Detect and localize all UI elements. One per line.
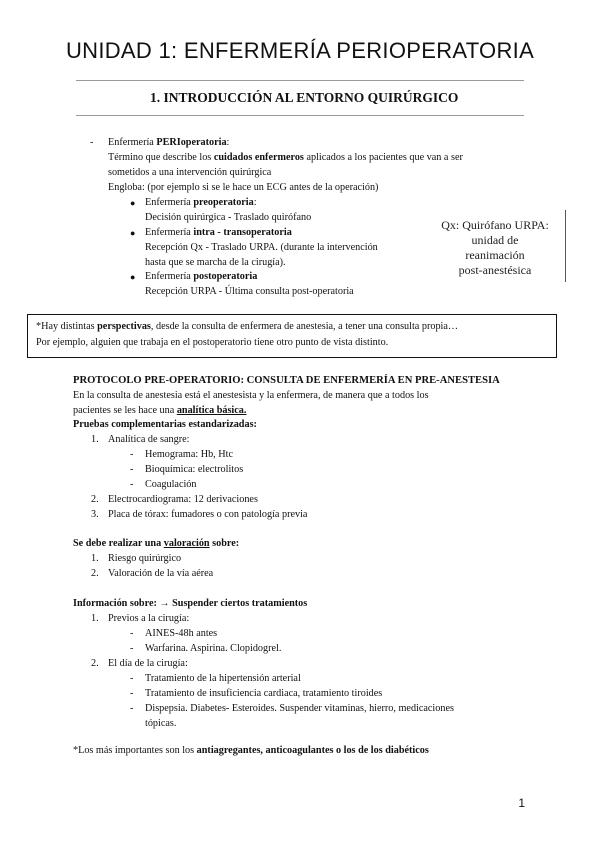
dash-marker: - — [130, 449, 134, 460]
dash-marker: - — [130, 688, 134, 699]
phase-pre-detail: Decisión quirúrgica - Traslado quirófano — [145, 212, 312, 223]
qx-note-line: reanimación — [465, 248, 525, 262]
qx-note-line: Qx: Quirófano URPA: — [441, 218, 549, 232]
info-number: 1. — [91, 613, 99, 624]
page-number: 1 — [518, 796, 525, 810]
info-label: El día de la cirugía: — [108, 658, 188, 669]
protocol-intro-1: En la consulta de anestesia está el anestesista y la enfermera, de manera que a todos los — [73, 390, 429, 401]
note-line-1: *Hay distintas perspectivas, desde la consulta de enfermera de anestesia, a tener una consulta propia… — [36, 321, 459, 332]
section-heading: 1. INTRODUCCIÓN AL ENTORNO QUIRÚRGICO — [150, 90, 459, 105]
phase-intra: Enfermería intra - transoperatoria — [145, 227, 292, 238]
test-number: 2. — [91, 494, 99, 505]
phase-intra-detail-2: hasta que se marcha de la cirugía). — [145, 257, 286, 268]
info-label: Previos a la cirugía: — [108, 613, 190, 624]
qx-note-line: post-anestésica — [458, 263, 532, 277]
dia-item-continued: tópicas. — [145, 718, 177, 729]
protocol-heading: PROTOCOLO PRE-OPERATORIO: CONSULTA DE ENFERMERÍA EN PRE-ANESTESIA — [73, 375, 500, 386]
blood-test-item: Hemograma: Hb, Htc — [145, 449, 233, 460]
assessment-label: Riesgo quirúrgico — [108, 553, 182, 564]
blood-test-item: Bioquímica: electrolitos — [145, 464, 244, 475]
dash-marker: - — [90, 137, 94, 148]
phase-post-detail: Recepción URPA - Última consulta post-operatoria — [145, 286, 354, 297]
dash-marker: - — [130, 673, 134, 684]
protocol-intro-2: pacientes se les hace una analítica básica. — [73, 405, 247, 416]
dash-marker: - — [130, 628, 134, 639]
info-number: 2. — [91, 658, 99, 669]
assessment-label: Valoración de la vía aérea — [108, 568, 214, 579]
footnote: *Los más importantes son los antiagregantes, anticoagulantes o los de los diabéticos — [73, 745, 429, 756]
dia-item: Tratamiento de la hipertensión arterial — [145, 673, 301, 684]
divider-top — [76, 80, 524, 81]
document-title: UNIDAD 1: ENFERMERÍA PERIOPERATORIA — [65, 38, 535, 63]
perioperatoria-item: Enfermería PERIoperatoria: — [108, 137, 230, 148]
assessment-heading: Se debe realizar una valoración sobre: — [73, 538, 240, 549]
dia-item: Dispepsia. Diabetes- Esteroides. Suspender vitaminas, hierro, medicaciones — [145, 703, 454, 714]
qx-side-note — [425, 210, 566, 282]
test-number: 1. — [91, 434, 99, 445]
dash-marker: - — [130, 703, 134, 714]
divider-bottom — [76, 115, 524, 116]
phase-pre: Enfermería preoperatoria: — [145, 197, 257, 208]
assessment-number: 1. — [91, 553, 99, 564]
engloba-line: Engloba: (por ejemplo si se le hace un ECG antes de la operación) — [108, 182, 379, 193]
definition-line-2: sometidos a una intervención quirúrgica — [108, 167, 272, 178]
dash-marker: - — [130, 464, 134, 475]
dash-marker: - — [130, 479, 134, 490]
tests-heading: Pruebas complementarias estandarizadas: — [73, 419, 257, 430]
previos-item: AINES-48h antes — [145, 628, 218, 639]
test-number: 3. — [91, 509, 99, 520]
information-heading: Información sobre: → Suspender ciertos tratamientos — [73, 598, 308, 609]
test-label: Electrocardiograma: 12 derivaciones — [108, 494, 258, 505]
bullet-icon: ● — [130, 198, 136, 208]
bullet-icon: ● — [130, 272, 136, 282]
test-label: Placa de tórax: fumadores o con patología previa — [108, 509, 308, 520]
assessment-number: 2. — [91, 568, 99, 579]
phase-post: Enfermería postoperatoria — [145, 271, 258, 282]
note-line-2: Por ejemplo, alguien que trabaja en el postoperatorio tiene otro punto de vista distinto. — [36, 337, 389, 348]
blood-test-item: Coagulación — [145, 479, 197, 490]
phase-intra-detail: Recepción Qx - Traslado URPA. (durante la intervención — [145, 242, 378, 253]
definition-line: Término que describe los cuidados enfermeros aplicados a los pacientes que van a ser — [108, 152, 463, 163]
bullet-icon: ● — [130, 228, 136, 238]
previos-item: Warfarina. Aspirina. Clopidogrel. — [145, 643, 282, 654]
test-label: Analítica de sangre: — [108, 434, 190, 445]
dash-marker: - — [130, 643, 134, 654]
perspective-note-box — [27, 314, 557, 358]
qx-note-line: unidad de — [471, 233, 519, 247]
dia-item: Tratamiento de insuficiencia cardiaca, tratamiento tiroides — [145, 688, 383, 699]
